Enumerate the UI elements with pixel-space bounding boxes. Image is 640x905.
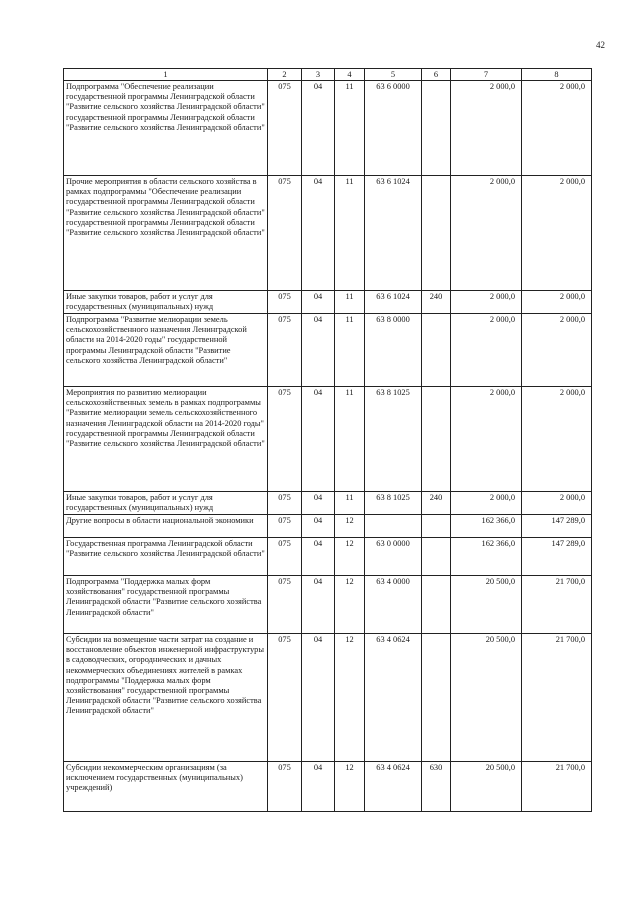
- row-name-cell: Прочие мероприятия в области сельского хозяйства в рамках подпрограммы "Обеспечение реализации государственной программы Ленинградской области "Развитие сельского хозяйства Ленинградской области" государственной программы Ленинградской области "Развитие сельского хозяйства Ленинградской области": [64, 176, 268, 291]
- target-article-cell: 63 8 1025: [365, 387, 422, 492]
- section-code-cell: 04: [302, 634, 335, 762]
- grbs-code-cell: 075: [268, 538, 302, 576]
- subsection-code-cell: 11: [335, 81, 365, 176]
- grbs-code-cell: 075: [268, 576, 302, 634]
- amount-year1-cell: 20 500,0: [451, 634, 522, 762]
- header-cell: 8: [522, 69, 592, 81]
- expense-type-cell: [422, 515, 451, 538]
- expense-type-cell: [422, 538, 451, 576]
- header-cell: 3: [302, 69, 335, 81]
- subsection-code-cell: 12: [335, 576, 365, 634]
- header-cell: 5: [365, 69, 422, 81]
- subsection-code-cell: 11: [335, 314, 365, 387]
- row-name-cell: Субсидии некоммерческим организациям (за исключением государственных (муниципальных) учреждений): [64, 762, 268, 812]
- amount-year2-cell: 147 289,0: [522, 515, 592, 538]
- expense-type-cell: 630: [422, 762, 451, 812]
- amount-year1-cell: 162 366,0: [451, 515, 522, 538]
- expense-type-cell: [422, 576, 451, 634]
- target-article-cell: 63 6 1024: [365, 176, 422, 291]
- row-name-cell: Субсидии на возмещение части затрат на создание и восстановление объектов инженерной инфраструктуры в садоводческих, огороднических и дачных некоммерческих объединениях жителей в рамках подпрограммы "Поддержка малых форм хозяйствования" государственной программы Ленинградской области "Развитие сельского хозяйства Ленинградской области": [64, 634, 268, 762]
- expense-type-cell: [422, 176, 451, 291]
- section-code-cell: 04: [302, 387, 335, 492]
- amount-year1-cell: 2 000,0: [451, 314, 522, 387]
- budget-table: [63, 68, 592, 812]
- section-code-cell: 04: [302, 81, 335, 176]
- header-cell: 6: [422, 69, 451, 81]
- subsection-code-cell: 11: [335, 291, 365, 314]
- amount-year2-cell: 2 000,0: [522, 314, 592, 387]
- section-code-cell: 04: [302, 576, 335, 634]
- grbs-code-cell: 075: [268, 314, 302, 387]
- subsection-code-cell: 12: [335, 538, 365, 576]
- subsection-code-cell: 12: [335, 515, 365, 538]
- row-name-cell: Другие вопросы в области национальной экономики: [64, 515, 268, 538]
- table-row: [64, 634, 592, 762]
- section-code-cell: 04: [302, 291, 335, 314]
- table-row: [64, 387, 592, 492]
- header-cell: 2: [268, 69, 302, 81]
- header-cell: 1: [64, 69, 268, 81]
- expense-type-cell: 240: [422, 492, 451, 515]
- amount-year2-cell: 2 000,0: [522, 176, 592, 291]
- amount-year1-cell: 2 000,0: [451, 81, 522, 176]
- expense-type-cell: [422, 634, 451, 762]
- amount-year1-cell: 20 500,0: [451, 762, 522, 812]
- amount-year2-cell: 2 000,0: [522, 492, 592, 515]
- target-article-cell: 63 8 0000: [365, 314, 422, 387]
- section-code-cell: 04: [302, 515, 335, 538]
- subsection-code-cell: 12: [335, 634, 365, 762]
- target-article-cell: 63 6 1024: [365, 291, 422, 314]
- target-article-cell: 63 8 1025: [365, 492, 422, 515]
- amount-year1-cell: 162 366,0: [451, 538, 522, 576]
- grbs-code-cell: 075: [268, 762, 302, 812]
- amount-year2-cell: 21 700,0: [522, 576, 592, 634]
- grbs-code-cell: 075: [268, 291, 302, 314]
- expense-type-cell: [422, 314, 451, 387]
- amount-year2-cell: 2 000,0: [522, 291, 592, 314]
- subsection-code-cell: 11: [335, 492, 365, 515]
- table-row: [64, 314, 592, 387]
- target-article-cell: 63 0 0000: [365, 538, 422, 576]
- target-article-cell: 63 4 0624: [365, 762, 422, 812]
- row-name-cell: Иные закупки товаров, работ и услуг для государственных (муниципальных) нужд: [64, 291, 268, 314]
- amount-year2-cell: 147 289,0: [522, 538, 592, 576]
- row-name-cell: Подпрограмма "Развитие мелиорации земель сельскохозяйственного назначения Ленинградской области на 2014-2020 годы" государственной программы Ленинградской области "Развитие сельского хозяйства Ленинградской области": [64, 314, 268, 387]
- table-row: [64, 492, 592, 515]
- row-name-cell: Мероприятия по развитию мелиорации сельскохозяйственных земель в рамках подпрограммы "Развитие мелиорации земель сельскохозяйственного назначения Ленинградской области на 2014-2020 годы" государственной программы Ленинградской области "Развитие сельского хозяйства Ленинградской области": [64, 387, 268, 492]
- amount-year2-cell: 21 700,0: [522, 762, 592, 812]
- grbs-code-cell: 075: [268, 634, 302, 762]
- amount-year2-cell: 2 000,0: [522, 387, 592, 492]
- table-row: [64, 762, 592, 812]
- expense-type-cell: 240: [422, 291, 451, 314]
- target-article-cell: 63 4 0624: [365, 634, 422, 762]
- table-row: [64, 291, 592, 314]
- table-row: [64, 176, 592, 291]
- target-article-cell: [365, 515, 422, 538]
- section-code-cell: 04: [302, 492, 335, 515]
- table-row: [64, 515, 592, 538]
- table-row: [64, 576, 592, 634]
- amount-year1-cell: 20 500,0: [451, 576, 522, 634]
- header-cell: 7: [451, 69, 522, 81]
- row-name-cell: Иные закупки товаров, работ и услуг для государственных (муниципальных) нужд: [64, 492, 268, 515]
- row-name-cell: Подпрограмма "Обеспечение реализации государственной программы Ленинградской области "Развитие сельского хозяйства Ленинградской области" государственной программы Ленинградской области "Развитие сельского хозяйства Ленинградской области": [64, 81, 268, 176]
- amount-year2-cell: 2 000,0: [522, 81, 592, 176]
- section-code-cell: 04: [302, 762, 335, 812]
- subsection-code-cell: 12: [335, 762, 365, 812]
- subsection-code-cell: 11: [335, 176, 365, 291]
- target-article-cell: 63 4 0000: [365, 576, 422, 634]
- row-name-cell: Подпрограмма "Поддержка малых форм хозяйствования" государственной программы Ленинградской области "Развитие сельского хозяйства Ленинградской области": [64, 576, 268, 634]
- amount-year1-cell: 2 000,0: [451, 176, 522, 291]
- target-article-cell: 63 6 0000: [365, 81, 422, 176]
- subsection-code-cell: 11: [335, 387, 365, 492]
- row-name-cell: Государственная программа Ленинградской области "Развитие сельского хозяйства Ленинградской области": [64, 538, 268, 576]
- expense-type-cell: [422, 387, 451, 492]
- section-code-cell: 04: [302, 314, 335, 387]
- amount-year1-cell: 2 000,0: [451, 291, 522, 314]
- section-code-cell: 04: [302, 538, 335, 576]
- grbs-code-cell: 075: [268, 492, 302, 515]
- expense-type-cell: [422, 81, 451, 176]
- table-header-row: [64, 69, 592, 81]
- section-code-cell: 04: [302, 176, 335, 291]
- grbs-code-cell: 075: [268, 387, 302, 492]
- table-row: [64, 81, 592, 176]
- grbs-code-cell: 075: [268, 81, 302, 176]
- amount-year1-cell: 2 000,0: [451, 387, 522, 492]
- grbs-code-cell: 075: [268, 176, 302, 291]
- table-row: [64, 538, 592, 576]
- amount-year1-cell: 2 000,0: [451, 492, 522, 515]
- page-number: 42: [596, 40, 605, 50]
- grbs-code-cell: 075: [268, 515, 302, 538]
- amount-year2-cell: 21 700,0: [522, 634, 592, 762]
- header-cell: 4: [335, 69, 365, 81]
